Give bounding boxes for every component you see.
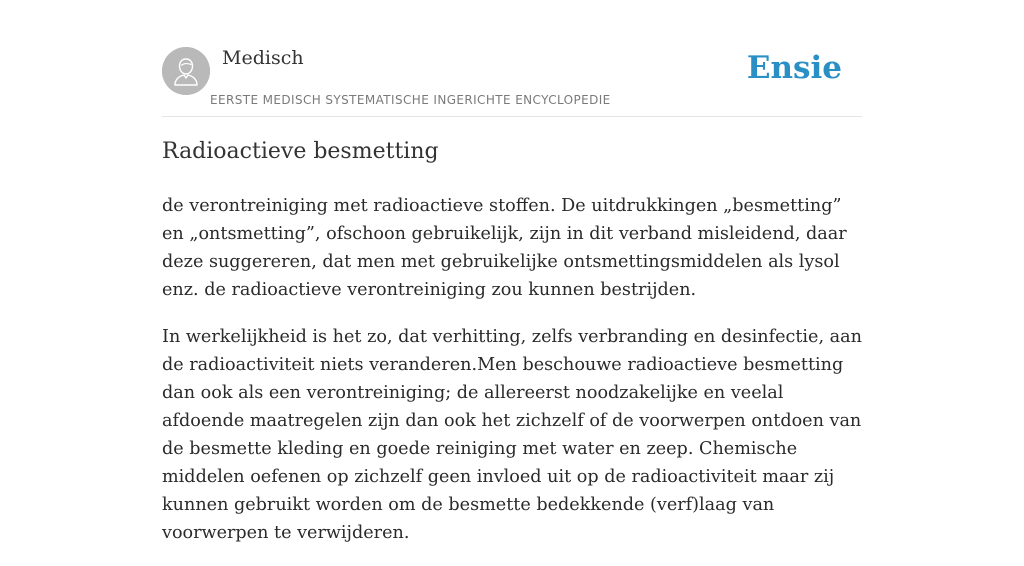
- source-header: [162, 46, 862, 117]
- article-body: [162, 192, 867, 566]
- article-paragraph: de verontreiniging met radioactieve stoffen. De uitdrukkingen „besmetting” en „ontsmetting”, ofschoon gebruikelijk, zijn in dit verband misleidend, daar deze suggereren, dat men met gebruikelijke ontsmettingsmiddelen als lysol enz. de radioactieve verontreiniging zou kunnen bestrijden.: [162, 196, 847, 300]
- source-description: EERSTE MEDISCH SYSTEMATISCHE INGERICHTE ENCYCLOPEDIE: [210, 93, 611, 107]
- article-paragraph: In werkelijkheid is het zo, dat verhitting, zelfs verbranding en desinfectie, aan de radioactiviteit niets veranderen.Men beschouwe radioactieve besmetting dan ook als een verontreiniging; de allereerst noodzakelijke en veelal afdoende maatregelen zijn dan ook het zichzelf of de voorwerpen ontdoen van de besmette kleding en goede reiniging met water en zeep. Chemische middelen oefenen op zichzelf geen invloed uit op de radioactiviteit maar zij kunnen gebruikt worden om de besmette bedekkende (verf)laag van voorwerpen te verwijderen.: [162, 327, 862, 543]
- source-name-link[interactable]: Medisch: [222, 47, 304, 69]
- user-silhouette-icon: [162, 47, 210, 95]
- brand-logo[interactable]: Ensie: [746, 50, 842, 86]
- article-title: Radioactieve besmetting: [162, 139, 439, 164]
- avatar[interactable]: [162, 47, 210, 95]
